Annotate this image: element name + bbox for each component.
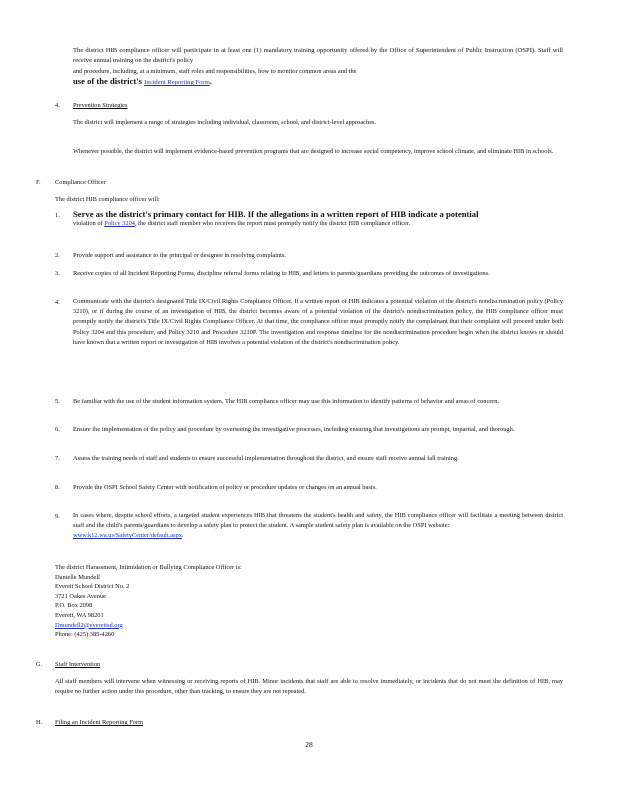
ospi-safety-center-link[interactable]: www.k12.wa.us/SafetyCenter/default.aspx (73, 532, 182, 540)
item-1 (73, 209, 563, 229)
item-3-number: 3. (55, 270, 60, 277)
training-paragraph (73, 46, 563, 89)
contact-city: Everett, WA 98201 (55, 611, 104, 619)
item-8-text: Provide the OSPI School Safety Center with notification of policy or procedure updates or changes on an annual basis. (73, 484, 377, 491)
contact-heading: The district Harassment, Intimidation or Bullying Compliance Officer is: (55, 564, 242, 571)
training-line-3-text: use of the district's (73, 76, 142, 87)
item-9 (73, 511, 563, 541)
training-line-3 (73, 76, 563, 88)
section-g-letter: G. (36, 661, 43, 668)
item-4-text: Communicate with the district's designated Title IX/Civil Rights Compliance Officer. If a written report of HIB indicates a potential violation of the district's nondiscrimination policy (Policy 3210), or if during the course of an investigation of HIB, the district becomes aware of a potential violation of the district's nondiscrimination policy, the HIB compliance officer must promptly notify the district's Title IX/Civil Rights Compliance Officer. At that time, the compliance officer must promptly notify the complainant that their complaint will proceed under both Policy 3204 and this procedure, and Policy 3210 and Procedure 3210P. The investigation and response timeline for the nondiscrimination procedure begin when the district knows or should have known that a written report or investigation of HIB involves a potential violation of the district's nondiscrimination policy. (73, 298, 563, 346)
section-g-title: Staff Intervention (55, 661, 101, 668)
item-1-bold: Serve as the district's primary contact for HIB. If the allegations in a written report of HIB indicate a potential (73, 209, 479, 219)
item-1-post: , the district staff member who receives the report must promptly notify the district HIB compliance officer. (134, 220, 411, 228)
item-1-number: 1. (55, 212, 60, 219)
item-4-number: 4. (55, 299, 60, 306)
staff-intervention-paragraph: All staff members will intervene when witnessing or receiving reports of HIB. Minor incidents that staff are able to resolve immediately, or incidents that do not meet the definition of HIB, may require no further action under this procedure, other than tracking, to ensure they are not repeated. (55, 678, 563, 695)
training-line-2: and procedure, including, at a minimum, staff roles and responsibilities, how to monitor common areas and the (73, 67, 357, 75)
training-line-3-end: . (209, 76, 212, 87)
item-9-post: . (181, 532, 184, 540)
compliance-officer-intro: The district HIB compliance officer will: (55, 196, 160, 203)
contact-phone: Phone: (425) 385-4260 (55, 631, 115, 639)
contact-email-link[interactable]: Dmundell2@everettsd.org (55, 621, 123, 629)
section-h-title: Filing an Incident Reporting Form (55, 719, 144, 726)
item-9-number: 9. (55, 513, 60, 520)
compliance-officer-contact (55, 563, 455, 640)
item-2-number: 2. (55, 252, 60, 259)
item-8-number: 8. (55, 484, 60, 491)
section-4-number: 4. (55, 102, 60, 109)
contact-box: P.O. Box 2098 (55, 602, 93, 610)
item-7-number: 7. (55, 455, 60, 462)
page-number: 28 (305, 740, 313, 749)
item-7-text: Assess the training needs of staff and students to ensure successful implementation throughout the district, and ensure staff receive annual fall training. (73, 455, 459, 462)
prevention-paragraph-2: Whenever possible, the district will implement evidence-based prevention programs that are designed to increase social competency, improve school climate, and eliminate HIB in schools. (73, 148, 554, 155)
policy-3204-link[interactable]: Policy 3204 (104, 220, 135, 228)
item-9-text: In cases where, despite school efforts, a targeted student experiences HIB that threatens the student's health and safety, the HIB compliance officer will facilitate a meeting between district staff and the child's parents/guardians to develop a safety plan to protect the student. A sample student safety plan is available on the OSPI website: (73, 512, 563, 530)
item-5-number: 5. (55, 398, 60, 405)
contact-org: Everett School District No. 2 (55, 583, 130, 591)
section-4-title: Prevention Strategies (73, 102, 128, 109)
item-1-rest (73, 219, 563, 229)
section-h-letter: H. (36, 719, 43, 726)
item-2-text: Provide support and assistance to the principal or designee in resolving complaints. (73, 252, 286, 259)
contact-street: 3721 Oakes Avenue (55, 592, 106, 600)
item-9-link-line (73, 531, 563, 541)
section-f-letter: F. (36, 179, 41, 186)
incident-reporting-form-link[interactable]: Incident Reporting Form (144, 79, 210, 87)
section-f-title: Compliance Officer (55, 179, 106, 186)
training-line-1: The district HIB compliance officer will participate in at least one (1) mandatory training opportunity offered by the Office of Superintendent of Public Instruction (OSPI). Staff will receive annual training on the district's policy (73, 47, 563, 65)
item-3-text: Receive copies of all Incident Reporting Forms, discipline referral forms relating to HIB, and letters to parents/guardians providing the outcomes of investigations. (73, 270, 490, 277)
item-1-pre: violation of (73, 220, 103, 228)
item-5-text: Be familiar with the use of the student information system. The HIB compliance officer may use this information to identify patterns of behavior and areas of concern. (73, 398, 500, 405)
item-6-number: 6. (55, 426, 60, 433)
contact-name: Danielle Mundell (55, 573, 100, 581)
item-6-text: Ensure the implementation of the policy and procedure by overseeing the investigative processes, including ensuring that investigations are prompt, impartial, and thorough. (73, 426, 515, 433)
prevention-paragraph-1: The district will implement a range of strategies including individual, classroom, school, and district-level approaches. (73, 119, 377, 126)
